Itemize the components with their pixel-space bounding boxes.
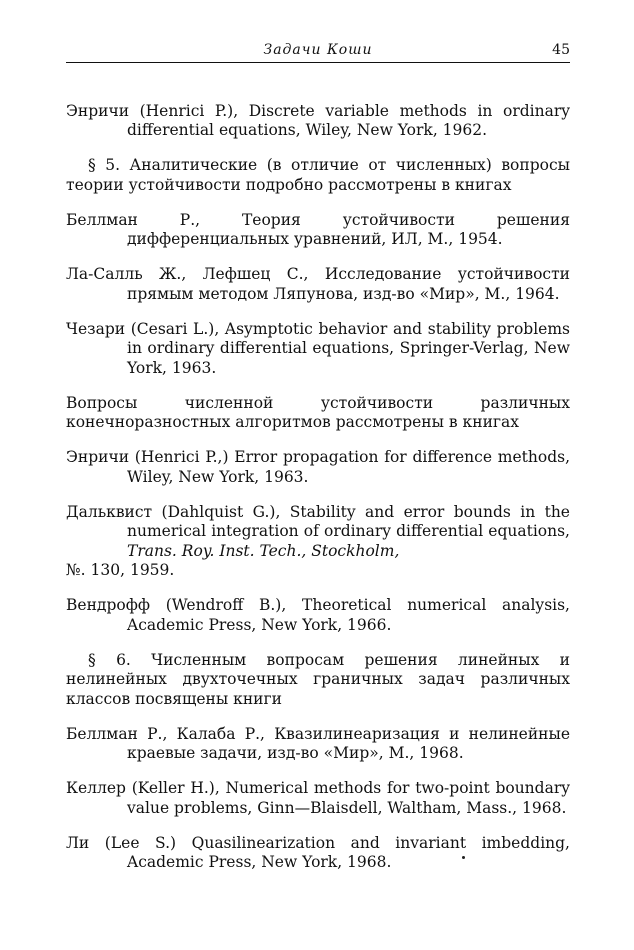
- reference-henrici-1963: Энричи (Henrici P.,) Error propagation for difference methods, Wiley, New York, 1963.: [66, 448, 570, 486]
- reference-lasalle-lefschetz: Ла-Салль Ж., Лефшец С., Исследование устойчивости прямым методом Ляпунова, изд-во «Мир», М., 1964.: [66, 265, 570, 303]
- reference-cesari: Чезари (Cesari L.), Asymptotic behavior and stability problems in ordinary differential equations, Springer-Verlag, New York, 1963.: [66, 319, 570, 377]
- reference-henrici-1962: Энричи (Henrici P.), Discrete variable methods in ordinary differential equations, Wiley, New York, 1962.: [66, 101, 570, 139]
- stray-print-mark: [462, 856, 465, 859]
- running-title: Задачи Коши: [263, 42, 373, 58]
- reference-lee: Ли (Lee S.) Quasilinearization and invariant imbedding, Academic Press, New York, 1968.: [66, 833, 570, 871]
- page-number: 45: [552, 42, 570, 58]
- section-5-intro: § 5. Аналитические (в отличие от численных) вопросы теории устойчивости подробно рассмотрены в книгах: [66, 156, 570, 194]
- dahlquist-tail: №. 130, 1959.: [66, 561, 175, 579]
- reference-dahlquist: [66, 503, 570, 581]
- page-body: [66, 86, 570, 887]
- reference-bellman-kalaba: Беллман Р., Калаба Р., Квазилинеаризация и нелинейные краевые задачи, изд-во «Мир», М., 1968.: [66, 724, 570, 762]
- reference-bellman-1954: Беллман Р., Теория устойчивости решения дифференциальных уравнений, ИЛ, М., 1954.: [66, 210, 570, 248]
- reference-wendroff: Вендрофф (Wendroff B.), Theoretical numerical analysis, Academic Press, New York, 1966.: [66, 596, 570, 634]
- numerical-stability-paragraph: Вопросы численной устойчивости различных конечноразностных алгоритмов рассмотрены в книгах: [66, 393, 570, 431]
- section-6-intro: § 6. Численным вопросам решения линейных и нелинейных двухточечных граничных задач различных классов посвящены книги: [66, 650, 570, 708]
- dahlquist-journal: Trans. Roy. Inst. Tech., Stockholm,: [127, 541, 400, 560]
- reference-keller: Келлер (Keller H.), Numerical methods for two-point boundary value problems, Ginn—Blaisdell, Waltham, Mass., 1968.: [66, 779, 570, 817]
- running-header: [66, 40, 570, 63]
- dahlquist-text: Дальквист (Dahlquist G.), Stability and error bounds in the numerical integration of ordinary differential equations,: [66, 502, 570, 540]
